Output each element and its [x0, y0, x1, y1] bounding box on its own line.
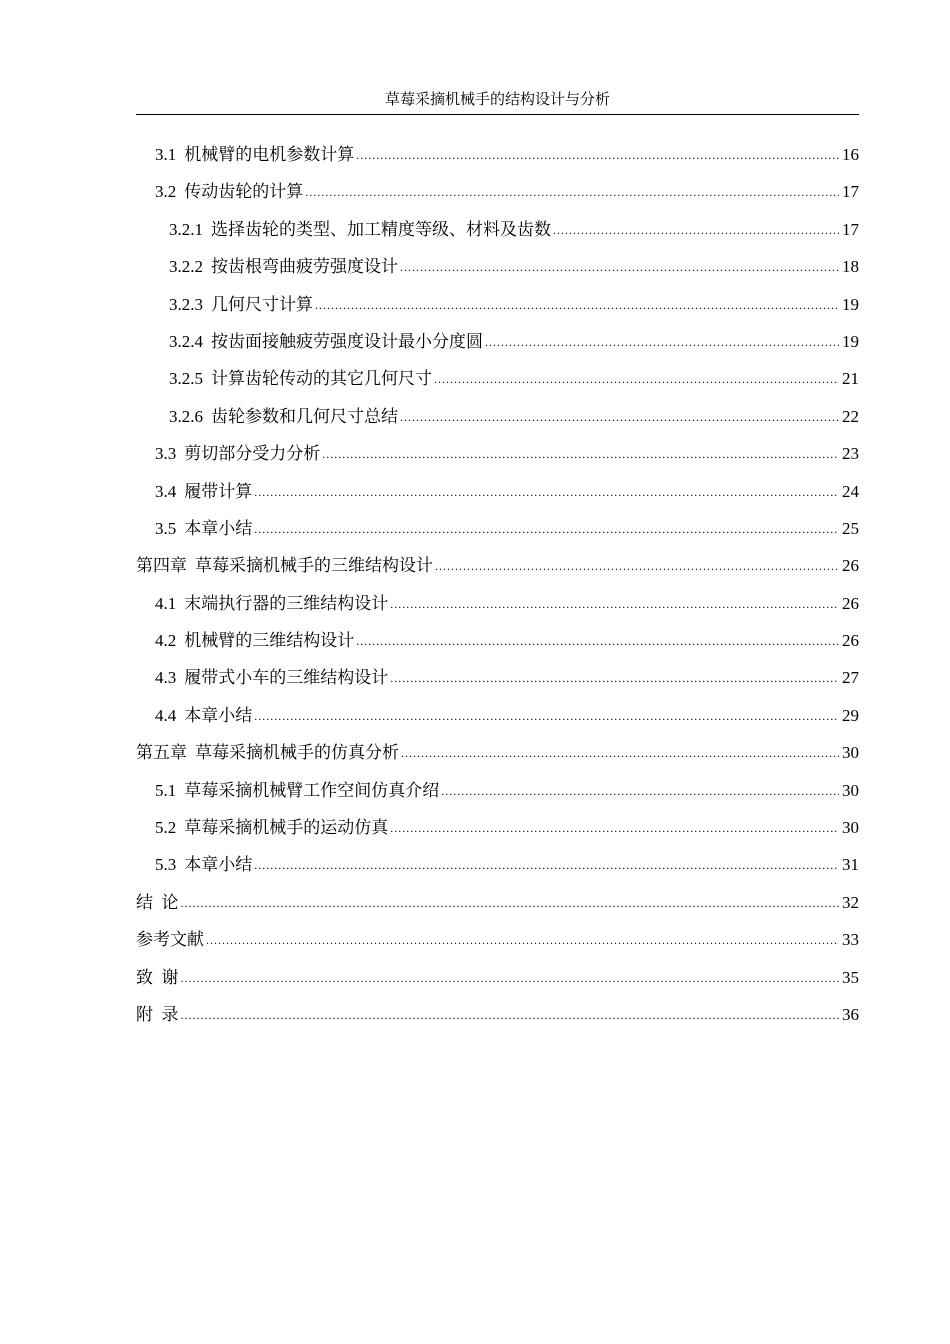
table-of-contents: [136, 136, 859, 1033]
toc-entry-page-number: 22: [842, 406, 859, 426]
toc-leader-dots: [322, 434, 839, 473]
toc-entry[interactable]: [136, 286, 859, 323]
toc-entry-page-number: 19: [842, 294, 859, 314]
toc-entry-title: 几何尺寸计算: [211, 294, 313, 314]
toc-entry-title: 末端执行器的三维结构设计: [184, 593, 389, 613]
toc-leader-dots: [400, 247, 839, 286]
toc-entry-number: 3.2.1: [169, 219, 203, 239]
toc-entry-number: 3.4: [155, 481, 177, 501]
toc-leader-dots: [254, 509, 839, 548]
toc-leader-dots: [441, 771, 839, 810]
toc-entry-page-number: 24: [842, 481, 859, 501]
toc-entry[interactable]: [136, 734, 859, 771]
toc-entry-title: 机械臂的三维结构设计: [184, 631, 355, 651]
toc-entry-number: 3.2.2: [169, 257, 203, 277]
toc-entry-page-number: 26: [842, 593, 859, 613]
toc-entry[interactable]: [136, 846, 859, 883]
toc-entry-page-number: 32: [842, 892, 859, 912]
toc-leader-dots: [390, 658, 839, 697]
toc-entry-number: 5.3: [155, 855, 177, 875]
toc-entry-title: 草莓采摘机械手的仿真分析: [195, 743, 399, 763]
page-header: 草莓采摘机械手的结构设计与分析: [136, 88, 859, 115]
toc-entry-title: 致 谢: [136, 967, 179, 987]
toc-leader-dots: [390, 808, 839, 847]
toc-entry-page-number: 29: [842, 705, 859, 725]
toc-leader-dots: [181, 958, 840, 997]
toc-entry-title: 履带式小车的三维结构设计: [184, 668, 389, 688]
toc-entry-title: 参考文献: [136, 930, 204, 950]
toc-entry-number: 3.5: [155, 518, 177, 538]
toc-leader-dots: [356, 621, 839, 660]
toc-entry-page-number: 23: [842, 444, 859, 464]
toc-entry-page-number: 26: [842, 556, 859, 576]
toc-leader-dots: [390, 584, 839, 623]
toc-leader-dots: [434, 359, 839, 398]
toc-entry[interactable]: [136, 585, 859, 622]
toc-leader-dots: [356, 135, 839, 174]
toc-entry-page-number: 17: [842, 219, 859, 239]
toc-entry-page-number: 36: [842, 1004, 859, 1024]
toc-entry[interactable]: [136, 435, 859, 472]
toc-entry-title: 按齿面接触疲劳强度设计最小分度圆: [211, 331, 483, 351]
toc-entry-number: 4.2: [155, 631, 177, 651]
toc-entry-page-number: 16: [842, 145, 859, 164]
toc-entry[interactable]: [136, 697, 859, 734]
toc-entry-number: 4.1: [155, 593, 177, 613]
toc-entry-page-number: 26: [842, 631, 859, 651]
toc-entry-title: 结 论: [136, 892, 179, 912]
toc-entry-title: 选择齿轮的类型、加工精度等级、材料及齿数: [211, 219, 551, 239]
toc-entry-title: 按齿根弯曲疲劳强度设计: [211, 257, 398, 277]
toc-leader-dots: [485, 322, 839, 361]
toc-entry-page-number: 21: [842, 369, 859, 389]
toc-entry-number: 3.3: [155, 444, 177, 464]
toc-entry-number: 3.1: [155, 145, 177, 164]
toc-entry-number: 3.2.6: [169, 406, 203, 426]
toc-entry-page-number: 30: [842, 780, 859, 800]
toc-entry-title: 草莓采摘机械臂工作空间仿真介绍: [184, 780, 440, 800]
toc-entry-number: 第四章: [136, 556, 187, 576]
toc-leader-dots: [401, 733, 839, 772]
toc-entry[interactable]: [136, 510, 859, 547]
toc-entry[interactable]: [136, 473, 859, 510]
toc-entry-number: 5.2: [155, 818, 177, 838]
toc-entry-page-number: 19: [842, 331, 859, 351]
toc-entry[interactable]: [136, 622, 859, 659]
toc-entry[interactable]: [136, 398, 859, 435]
toc-leader-dots: [435, 546, 839, 585]
toc-leader-dots: [254, 696, 839, 735]
toc-entry-page-number: 17: [842, 182, 859, 202]
toc-entry[interactable]: [136, 884, 859, 921]
toc-entry-page-number: 18: [842, 257, 859, 277]
toc-entry-title: 履带计算: [184, 481, 253, 501]
toc-entry[interactable]: [136, 547, 859, 584]
toc-entry[interactable]: [136, 173, 859, 210]
toc-entry-title: 机械臂的电机参数计算: [184, 145, 355, 164]
toc-entry-page-number: 25: [842, 518, 859, 538]
toc-entry[interactable]: [136, 809, 859, 846]
toc-entry-page-number: 31: [842, 855, 859, 875]
toc-entry-title: 草莓采摘机械手的运动仿真: [184, 818, 389, 838]
toc-entry[interactable]: [136, 211, 859, 248]
toc-leader-dots: [305, 172, 839, 211]
toc-entry[interactable]: [136, 360, 859, 397]
toc-leader-dots: [400, 397, 839, 436]
toc-entry[interactable]: [136, 323, 859, 360]
toc-entry-page-number: 33: [842, 930, 859, 950]
toc-entry-number: 4.4: [155, 705, 177, 725]
toc-leader-dots: [553, 210, 839, 249]
toc-entry-page-number: 30: [842, 818, 859, 838]
toc-entry-page-number: 27: [842, 668, 859, 688]
toc-entry[interactable]: [136, 996, 859, 1033]
toc-entry-title: 传动齿轮的计算: [184, 182, 304, 202]
toc-entry-number: 3.2.4: [169, 331, 203, 351]
toc-entry-title: 剪切部分受力分析: [184, 444, 321, 464]
toc-entry[interactable]: [136, 959, 859, 996]
toc-entry-title: 附 录: [136, 1004, 179, 1024]
toc-entry-number: 3.2.3: [169, 294, 203, 314]
toc-entry-title: 本章小结: [184, 855, 253, 875]
toc-entry-title: 齿轮参数和几何尺寸总结: [211, 406, 398, 426]
toc-entry[interactable]: [136, 921, 859, 958]
toc-entry[interactable]: [136, 659, 859, 696]
toc-leader-dots: [254, 845, 839, 884]
toc-leader-dots: [315, 285, 839, 324]
toc-entry-page-number: 30: [842, 743, 859, 763]
toc-leader-dots: [206, 920, 839, 959]
toc-entry-number: 5.1: [155, 780, 177, 800]
toc-leader-dots: [254, 472, 839, 511]
toc-leader-dots: [181, 995, 840, 1034]
toc-entry-title: 本章小结: [184, 705, 253, 725]
toc-entry-title: 草莓采摘机械手的三维结构设计: [195, 556, 433, 576]
toc-entry-number: 4.3: [155, 668, 177, 688]
toc-entry-number: 第五章: [136, 743, 187, 763]
toc-entry-page-number: 35: [842, 967, 859, 987]
toc-entry-title: 计算齿轮传动的其它几何尺寸: [211, 369, 432, 389]
toc-entry[interactable]: [136, 136, 859, 173]
toc-leader-dots: [181, 883, 840, 922]
toc-entry-number: 3.2: [155, 182, 177, 202]
toc-entry[interactable]: [136, 772, 859, 809]
toc-entry-number: 3.2.5: [169, 369, 203, 389]
toc-entry-title: 本章小结: [184, 518, 253, 538]
toc-entry[interactable]: [136, 248, 859, 285]
